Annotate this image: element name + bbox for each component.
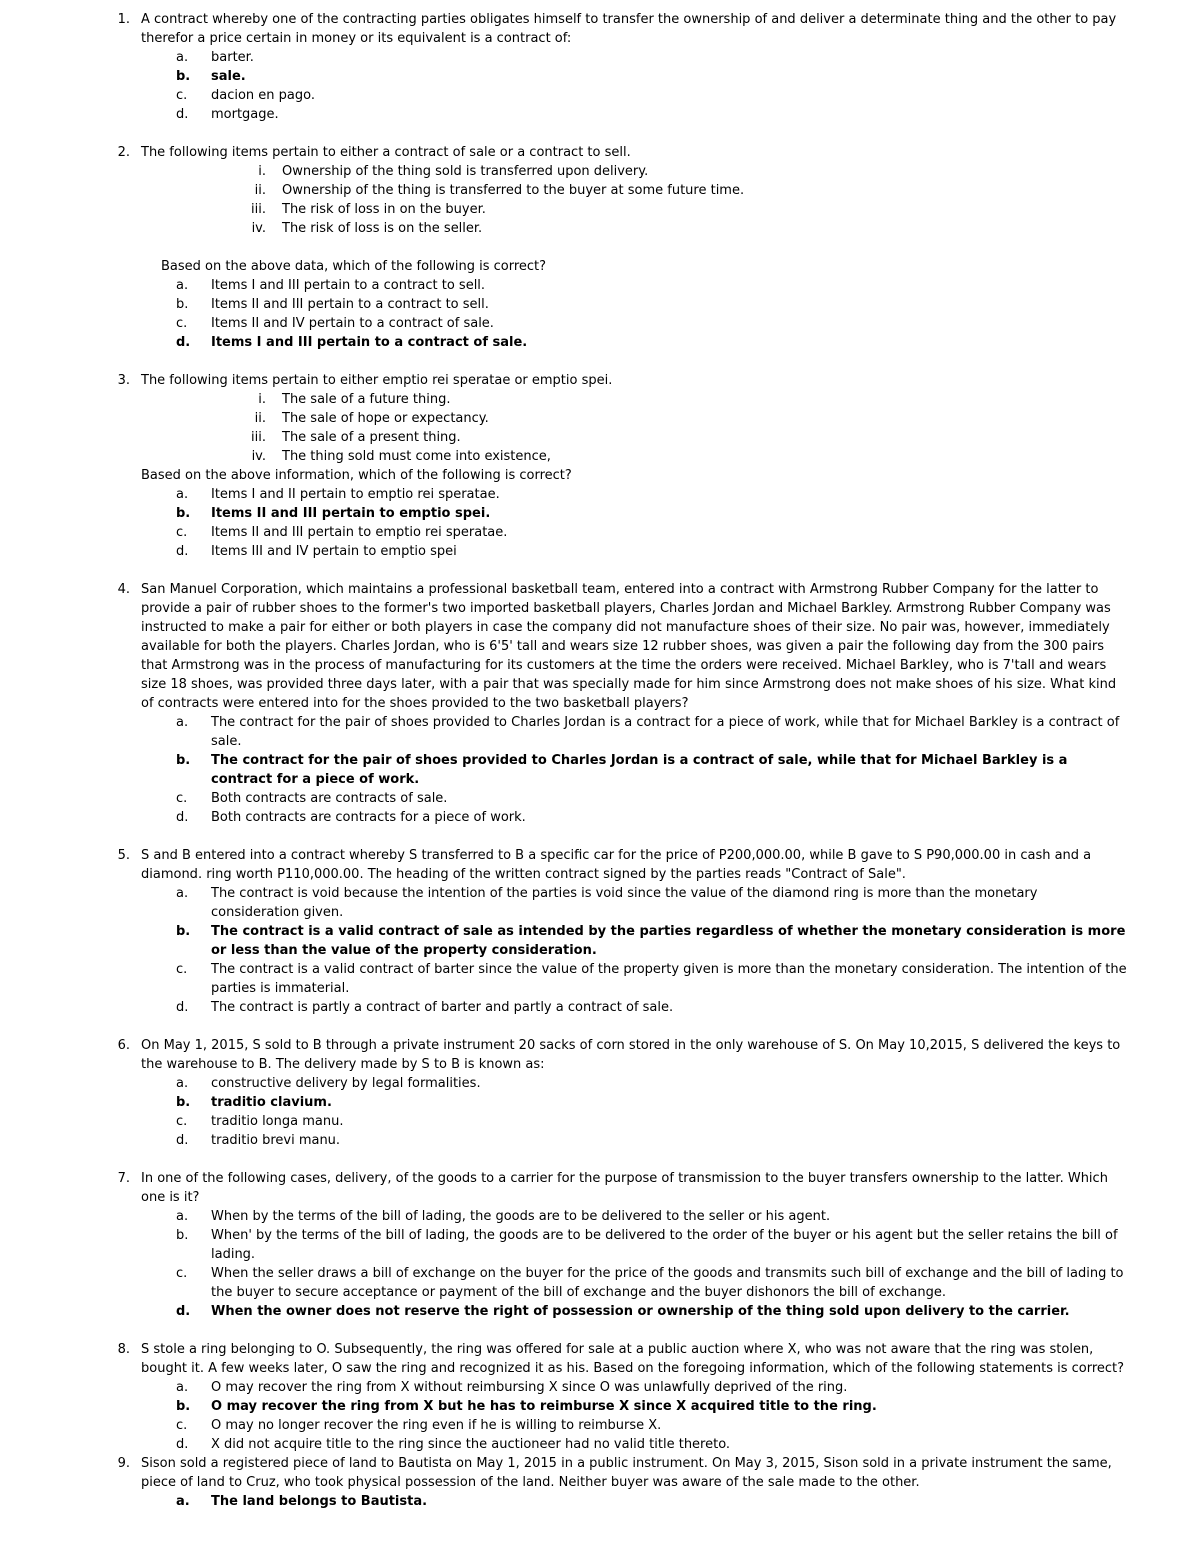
statement-number: iii. (251, 430, 266, 445)
option-text: The land belongs to Bautista. (211, 1494, 428, 1509)
option-text: O may recover the ring from X but he has to reimburse X since X acquired title to the ring. (211, 1399, 877, 1414)
question-text: The following items pertain to either emptio rei speratae or emptio spei. (141, 373, 613, 388)
question-number: 5. (117, 848, 130, 863)
statement-text: The thing sold must come into existence, (282, 449, 551, 464)
option-text: When' by the terms of the bill of lading, the goods are to be delivered to the order of the buyer or his agent but the seller retains the bill of lading. (211, 1228, 1118, 1262)
option-letter: d. (176, 1000, 189, 1015)
option-letter: b. (176, 506, 191, 521)
option-item (0, 884, 1200, 922)
statement-text: The sale of a future thing. (282, 392, 451, 407)
option-letter: c. (176, 525, 188, 540)
question-9 (0, 1454, 1200, 1492)
option-item (0, 1207, 1200, 1226)
option-letter: a. (176, 278, 189, 293)
option-letter: d. (176, 544, 189, 559)
option-item (0, 998, 1200, 1017)
option-letter: a. (176, 1076, 189, 1091)
statement-text: Ownership of the thing sold is transferred upon delivery. (282, 164, 649, 179)
statement-text: The risk of loss in on the buyer. (282, 202, 486, 217)
option-text: traditio clavium. (211, 1095, 332, 1110)
option-text: O may no longer recover the ring even if he is willing to reimburse X. (211, 1418, 662, 1433)
option-text: The contract is a valid contract of barter since the value of the property given is more than the monetary consideration. The intention of the parties is immaterial. (211, 962, 1127, 996)
option-letter: a. (176, 1380, 189, 1395)
option-text: Items II and III pertain to emptio rei speratae. (211, 525, 508, 540)
option-text: The contract for the pair of shoes provided to Charles Jordan is a contract for a piece of work, while that for Michael Barkley is a contract of sale. (211, 715, 1120, 749)
option-letter: d. (176, 810, 189, 825)
option-item (0, 295, 1200, 314)
option-text: dacion en pago. (211, 88, 315, 103)
option-text: Items II and III pertain to emptio spei. (211, 506, 491, 521)
option-letter: a. (176, 50, 189, 65)
question-text: A contract whereby one of the contracting parties obligates himself to transfer the ownership of and deliver a determinate thing and the other to pay therefor a price certain in money or its equivalent is a contract of: (141, 12, 1117, 46)
option-text: Items II and III pertain to a contract to sell. (211, 297, 489, 312)
option-item (0, 1112, 1200, 1131)
option-text: Items II and IV pertain to a contract of sale. (211, 316, 494, 331)
option-text: X did not acquire title to the ring since the auctioneer had no valid title thereto. (211, 1437, 731, 1452)
option-item (0, 48, 1200, 67)
statement-number: iv. (251, 449, 266, 464)
option-text: Both contracts are contracts for a piece of work. (211, 810, 526, 825)
question-number: 1. (117, 12, 130, 27)
option-item (0, 1435, 1200, 1454)
option-letter: d. (176, 1437, 189, 1452)
question-number: 8. (117, 1342, 130, 1357)
question-8 (0, 1340, 1200, 1378)
option-text: When by the terms of the bill of lading, the goods are to be delivered to the seller or his agent. (211, 1209, 831, 1224)
option-letter: d. (176, 1133, 189, 1148)
option-text: The contract is a valid contract of sale as intended by the parties regardless of whether the monetary consideration is more or less than the value of the property consideration. (211, 924, 1126, 958)
option-item (0, 789, 1200, 808)
option-letter: d. (176, 335, 191, 350)
question-prompt: Based on the above information, which of the following is correct? (141, 468, 572, 483)
option-item (0, 105, 1200, 124)
option-letter: a. (176, 1494, 190, 1509)
statement-number: iii. (251, 202, 266, 217)
question-7 (0, 1169, 1200, 1207)
question-4 (0, 580, 1200, 713)
option-item (0, 922, 1200, 960)
question-5 (0, 846, 1200, 884)
statement-item (0, 162, 1200, 181)
statement-text: The risk of loss is on the seller. (282, 221, 483, 236)
question-text: The following items pertain to either a contract of sale or a contract to sell. (141, 145, 631, 160)
question-text: San Manuel Corporation, which maintains a professional basketball team, entered into a contract with Armstrong Rubber Company for the latter to provide a pair of rubber shoes to the former's two imported basketball players, Charles Jordan and Michael Barkley. Armstrong Rubber Company was instructed to make a pair for either or both players in case the company did not manufacture shoes of their size. No pair was, however, immediately available for both the players. Charles Jordan, who is 6'5' tall and wears size 12 rubber shoes, was given a pair the following day from the 300 pairs that Armstrong was in the process of manufacturing for its customers at the time the orders were received. Michael Barkley, who is 7'tall and wears size 18 shoes, was provided three days later, with a pair that was specially made for him since Armstrong does not make shoes of his size. What kind of contracts were entered into for the shoes provided to the two basketball players? (141, 582, 1117, 711)
statement-number: i. (258, 164, 266, 179)
option-letter: d. (176, 107, 189, 122)
option-letter: c. (176, 962, 188, 977)
statement-item (0, 181, 1200, 200)
option-letter: d. (176, 1304, 191, 1319)
option-item (0, 542, 1200, 561)
question-number: 4. (117, 582, 130, 597)
option-letter: c. (176, 791, 188, 806)
question-3 (0, 371, 1200, 390)
option-item (0, 276, 1200, 295)
option-letter: b. (176, 753, 191, 768)
option-letter: c. (176, 1114, 188, 1129)
option-text: traditio brevi manu. (211, 1133, 341, 1148)
statement-text: The sale of hope or expectancy. (282, 411, 489, 426)
option-item (0, 1131, 1200, 1150)
option-letter: a. (176, 886, 189, 901)
option-text: Both contracts are contracts of sale. (211, 791, 448, 806)
question-2 (0, 143, 1200, 162)
option-item (0, 1492, 1200, 1511)
option-letter: a. (176, 715, 189, 730)
option-letter: b. (176, 1228, 189, 1243)
statement-item (0, 390, 1200, 409)
question-number: 7. (117, 1171, 130, 1186)
statement-item (0, 447, 1200, 466)
question-number: 2. (117, 145, 130, 160)
question-number: 6. (117, 1038, 130, 1053)
option-text: Items I and III pertain to a contract of sale. (211, 335, 528, 350)
option-letter: b. (176, 69, 191, 84)
option-item (0, 67, 1200, 86)
option-item (0, 751, 1200, 789)
option-item (0, 1416, 1200, 1435)
option-letter: c. (176, 1266, 188, 1281)
option-text: Items I and II pertain to emptio rei speratae. (211, 487, 500, 502)
option-letter: c. (176, 88, 188, 103)
option-letter: c. (176, 316, 188, 331)
question-number: 3. (117, 373, 130, 388)
option-letter: b. (176, 1399, 191, 1414)
option-item (0, 1074, 1200, 1093)
option-item (0, 1397, 1200, 1416)
option-item (0, 713, 1200, 751)
option-item (0, 1378, 1200, 1397)
question-text: Sison sold a registered piece of land to Bautista on May 1, 2015 in a public instrument. On May 3, 2015, Sison sold in a private instrument the same, piece of land to Cruz, who took physical possession of the land. Neither buyer was aware of the sale made to the other. (141, 1456, 1112, 1490)
option-text: Items III and IV pertain to emptio spei (211, 544, 457, 559)
statement-item (0, 428, 1200, 447)
option-text: When the seller draws a bill of exchange on the buyer for the price of the goods and transmits such bill of exchange and the bill of lading to the buyer to secure acceptance or payment of the bill of exchange and the buyer dishonors the bill of exchange. (211, 1266, 1124, 1300)
option-item (0, 1264, 1200, 1302)
statement-number: ii. (254, 411, 266, 426)
option-text: mortgage. (211, 107, 279, 122)
statement-item (0, 219, 1200, 238)
option-letter: b. (176, 924, 191, 939)
question-text: S and B entered into a contract whereby S transferred to B a specific car for the price of P200,000.00, while B gave to S P90,000.00 in cash and a diamond. ring worth P110,000.00. The heading of the written contract signed by the parties reads "Contract of Sale". (141, 848, 1092, 882)
statement-text: The sale of a present thing. (282, 430, 461, 445)
option-item (0, 1302, 1200, 1321)
option-text: sale. (211, 69, 246, 84)
option-letter: a. (176, 487, 189, 502)
option-item (0, 504, 1200, 523)
exam-page (0, 10, 1200, 1511)
question-prompt: Based on the above data, which of the following is correct? (161, 259, 547, 274)
option-letter: a. (176, 1209, 189, 1224)
option-letter: b. (176, 1095, 191, 1110)
option-text: The contract is void because the intention of the parties is void since the value of the diamond ring is more than the monetary consideration given. (211, 886, 1038, 920)
statement-text: Ownership of the thing is transferred to the buyer at some future time. (282, 183, 745, 198)
question-text: S stole a ring belonging to O. Subsequently, the ring was offered for sale at a public auction where X, who was not aware that the ring was stolen, bought it. A few weeks later, O saw the ring and recognized it as his. Based on the foregoing information, which of the following statements is correct? (141, 1342, 1125, 1376)
option-item (0, 314, 1200, 333)
option-item (0, 86, 1200, 105)
option-text: constructive delivery by legal formalities. (211, 1076, 481, 1091)
option-item (0, 523, 1200, 542)
option-item (0, 808, 1200, 827)
statement-number: ii. (254, 183, 266, 198)
question-1 (0, 10, 1200, 48)
option-item (0, 485, 1200, 504)
option-item (0, 1226, 1200, 1264)
option-letter: b. (176, 297, 189, 312)
question-number: 9. (117, 1456, 130, 1471)
question-text: In one of the following cases, delivery, of the goods to a carrier for the purpose of transmission to the buyer transfers ownership to the latter. Which one is it? (141, 1171, 1108, 1205)
option-text: O may recover the ring from X without reimbursing X since O was unlawfully deprived of the ring. (211, 1380, 848, 1395)
option-text: barter. (211, 50, 254, 65)
option-text: When the owner does not reserve the right of possession or ownership of the thing sold upon delivery to the carrier. (211, 1304, 1070, 1319)
option-text: The contract for the pair of shoes provided to Charles Jordan is a contract of sale, while that for Michael Barkley is a contract for a piece of work. (211, 753, 1068, 787)
option-text: The contract is partly a contract of barter and partly a contract of sale. (211, 1000, 674, 1015)
statement-number: i. (258, 392, 266, 407)
option-text: traditio longa manu. (211, 1114, 344, 1129)
question-6 (0, 1036, 1200, 1074)
option-text: Items I and III pertain to a contract to sell. (211, 278, 486, 293)
option-item (0, 960, 1200, 998)
option-item (0, 1093, 1200, 1112)
question-text: On May 1, 2015, S sold to B through a private instrument 20 sacks of corn stored in the only warehouse of S. On May 10,2015, S delivered the keys to the warehouse to B. The delivery made by S to B is known as: (141, 1038, 1121, 1072)
statement-item (0, 409, 1200, 428)
option-item (0, 333, 1200, 352)
statement-item (0, 200, 1200, 219)
statement-number: iv. (251, 221, 266, 236)
option-letter: c. (176, 1418, 188, 1433)
